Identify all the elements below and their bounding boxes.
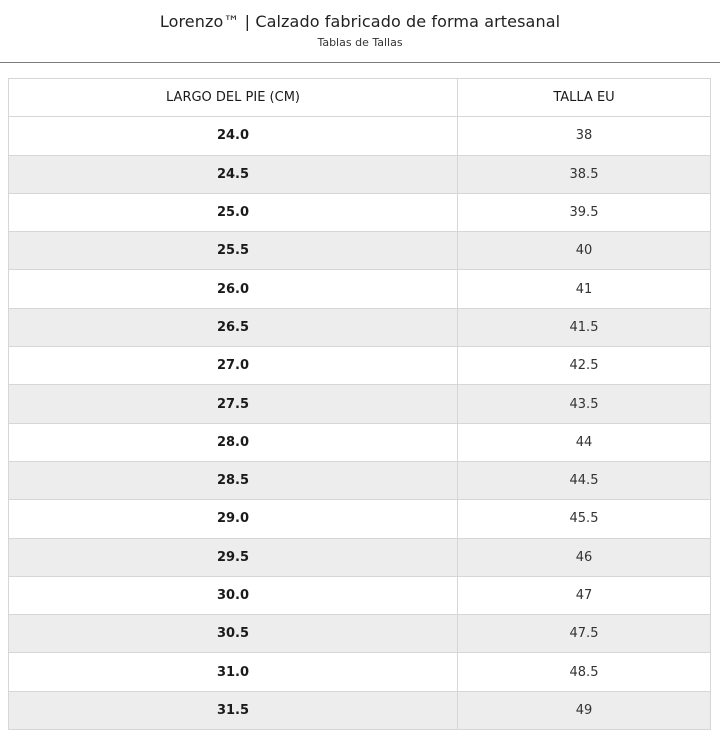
table-row xyxy=(9,500,711,538)
foot-length-cell: 30.0 xyxy=(9,576,458,614)
table-row xyxy=(9,155,711,193)
column-header-eu-size: TALLA EU xyxy=(458,79,711,117)
table-row xyxy=(9,270,711,308)
table-row xyxy=(9,576,711,614)
foot-length-cell: 31.5 xyxy=(9,691,458,729)
table-row xyxy=(9,385,711,423)
eu-size-cell: 48.5 xyxy=(458,653,711,691)
foot-length-cell: 31.0 xyxy=(9,653,458,691)
table-row xyxy=(9,538,711,576)
table-row xyxy=(9,423,711,461)
foot-length-cell: 27.5 xyxy=(9,385,458,423)
column-header-foot-length: LARGO DEL PIE (CM) xyxy=(9,79,458,117)
eu-size-cell: 38 xyxy=(458,117,711,155)
table-header-row xyxy=(9,79,711,117)
eu-size-cell: 47 xyxy=(458,576,711,614)
table-row xyxy=(9,117,711,155)
eu-size-cell: 46 xyxy=(458,538,711,576)
table-row xyxy=(9,615,711,653)
table-row xyxy=(9,347,711,385)
eu-size-cell: 41 xyxy=(458,270,711,308)
foot-length-cell: 24.0 xyxy=(9,117,458,155)
eu-size-cell: 45.5 xyxy=(458,500,711,538)
eu-size-cell: 44.5 xyxy=(458,461,711,499)
eu-size-cell: 41.5 xyxy=(458,308,711,346)
size-chart xyxy=(8,78,710,730)
table-body xyxy=(9,117,711,730)
eu-size-cell: 42.5 xyxy=(458,347,711,385)
eu-size-cell: 43.5 xyxy=(458,385,711,423)
table-row xyxy=(9,193,711,231)
table-row xyxy=(9,691,711,729)
eu-size-cell: 49 xyxy=(458,691,711,729)
eu-size-cell: 38.5 xyxy=(458,155,711,193)
page-subtitle: Tablas de Tallas xyxy=(317,36,403,49)
foot-length-cell: 27.0 xyxy=(9,347,458,385)
foot-length-cell: 25.5 xyxy=(9,232,458,270)
foot-length-cell: 29.0 xyxy=(9,500,458,538)
foot-length-cell: 26.0 xyxy=(9,270,458,308)
size-table xyxy=(8,78,711,730)
table-row xyxy=(9,232,711,270)
eu-size-cell: 39.5 xyxy=(458,193,711,231)
page-title: Lorenzo™ | Calzado fabricado de forma artesanal xyxy=(159,12,561,31)
foot-length-cell: 25.0 xyxy=(9,193,458,231)
foot-length-cell: 29.5 xyxy=(9,538,458,576)
table-row xyxy=(9,461,711,499)
header-divider xyxy=(0,62,720,63)
foot-length-cell: 28.5 xyxy=(9,461,458,499)
foot-length-cell: 28.0 xyxy=(9,423,458,461)
eu-size-cell: 44 xyxy=(458,423,711,461)
table-row xyxy=(9,653,711,691)
table-row xyxy=(9,308,711,346)
page-header xyxy=(0,0,720,62)
eu-size-cell: 40 xyxy=(458,232,711,270)
foot-length-cell: 30.5 xyxy=(9,615,458,653)
foot-length-cell: 26.5 xyxy=(9,308,458,346)
foot-length-cell: 24.5 xyxy=(9,155,458,193)
eu-size-cell: 47.5 xyxy=(458,615,711,653)
